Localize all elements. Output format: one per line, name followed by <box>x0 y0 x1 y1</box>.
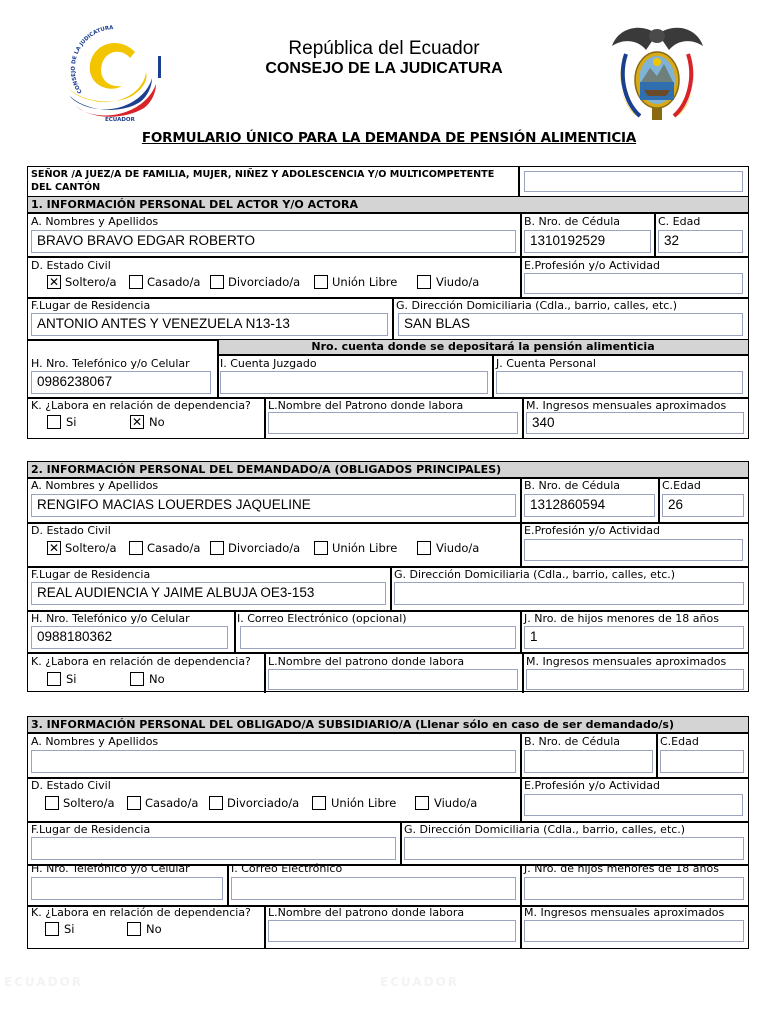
addressee-input[interactable] <box>524 171 743 192</box>
s3-dependency-no-checkbox[interactable] <box>127 922 141 936</box>
s1-residence-label: F.Lugar de Residencia <box>31 299 151 312</box>
addressee-label-line1: SEÑOR /A JUEZ/A DE FAMILIA, MUJER, NIÑEZ Y ADOLESCENCIA Y/O MULTICOMPETENTE <box>31 169 495 180</box>
s2-residence-input[interactable]: REAL AUDIENCIA Y JAIME ALBUJA OE3-153 <box>31 582 386 605</box>
s3-dependency-label: K. ¿Labora en relación de dependencia? <box>31 906 251 919</box>
s2-dependency-si-checkbox[interactable] <box>47 672 61 686</box>
s1-civil-soltero-checkbox[interactable]: ✕ <box>48 275 60 289</box>
s1-residence-input[interactable]: ANTONIO ANTES Y VENEZUELA N13-13 <box>31 313 388 336</box>
s2-address-label: G. Dirección Domiciliaria (Cdla., barrio, calles, etc.) <box>394 568 676 581</box>
s2-civil-casado-checkbox[interactable] <box>129 541 143 555</box>
s1-dependency-no-checkbox[interactable]: ✕ <box>131 415 143 429</box>
s1-civil-casado-label: Casado/a <box>147 275 201 289</box>
s3-children-label: J. Nro. de hijos menores de 18 años <box>524 862 719 875</box>
s3-income-input[interactable] <box>524 920 744 942</box>
s3-id-label: B. Nro. de Cédula <box>524 735 621 748</box>
s3-civil-soltero-label: Soltero/a <box>63 796 115 810</box>
s3-dependency-no-label: No <box>146 922 162 936</box>
s1-civil-viudo-checkbox[interactable] <box>417 275 431 289</box>
s3-civil-soltero-checkbox[interactable] <box>45 796 59 810</box>
s3-age-input[interactable] <box>660 750 744 773</box>
section-actor <box>27 166 749 439</box>
logo-ecuador-text: ECUADOR <box>105 117 135 122</box>
watermark-text: ECUADOR <box>380 975 460 989</box>
s2-civil-viudo-label: Viudo/a <box>436 541 480 555</box>
section1-title: 1. INFORMACIÓN PERSONAL DEL ACTOR Y/O ACTORA <box>31 198 358 211</box>
s2-dependency-label: K. ¿Labora en relación de dependencia? <box>31 655 251 668</box>
s1-phone-label: H. Nro. Telefónico y/o Celular <box>31 357 190 370</box>
s2-name-input[interactable]: RENGIFO MACIAS LOUERDES JAQUELINE <box>31 494 516 517</box>
s1-court-account-input[interactable] <box>220 371 488 394</box>
s2-employer-label: L.Nombre del patrono donde labora <box>268 655 465 668</box>
s2-civil-divorciado-checkbox[interactable] <box>210 541 224 555</box>
s1-name-label: A. Nombres y Apellidos <box>31 215 159 228</box>
s1-dependency-si-label: Si <box>66 415 77 429</box>
s2-dependency-no-checkbox[interactable] <box>130 672 144 686</box>
s1-civil-soltero-label: Soltero/a <box>65 275 117 289</box>
s2-id-input[interactable]: 1312860594 <box>524 494 655 517</box>
s3-profession-label: E.Profesión y/o Actividad <box>524 779 660 792</box>
s2-phone-label: H. Nro. Telefónico y/o Celular <box>31 612 190 625</box>
s3-id-input[interactable] <box>524 750 653 773</box>
s2-id-label: B. Nro. de Cédula <box>524 479 621 492</box>
s1-court-account-label: I. Cuenta Juzgado <box>220 357 317 370</box>
s1-civil-union-label: Unión Libre <box>332 275 398 289</box>
s3-age-label: C.Edad <box>660 735 699 748</box>
s3-civil-casado-checkbox[interactable] <box>127 796 141 810</box>
s3-name-input[interactable] <box>31 750 516 773</box>
section-subsidiary <box>27 716 749 949</box>
s1-id-label: B. Nro. de Cédula <box>524 215 621 228</box>
s2-civil-union-checkbox[interactable] <box>314 541 328 555</box>
s3-income-label: M. Ingresos mensuales aproximados <box>524 906 725 919</box>
s3-civil-union-checkbox[interactable] <box>312 796 326 810</box>
s1-age-input[interactable]: 32 <box>658 230 743 253</box>
s2-residence-label: F.Lugar de Residencia <box>31 568 151 581</box>
s1-dependency-no-label: No <box>149 415 165 429</box>
s1-personal-account-input[interactable] <box>496 371 743 394</box>
s1-name-input[interactable]: BRAVO BRAVO EDGAR ROBERTO <box>31 230 516 253</box>
s2-employer-input[interactable] <box>268 669 518 690</box>
s1-civil-divorciado-checkbox[interactable] <box>210 275 224 289</box>
s3-civil-casado-label: Casado/a <box>145 796 199 810</box>
s2-income-input[interactable] <box>526 669 744 690</box>
s1-civil-label: D. Estado Civil <box>31 259 111 272</box>
s1-personal-account-label: J. Cuenta Personal <box>496 357 596 370</box>
s3-employer-label: L.Nombre del patrono donde labora <box>268 906 465 919</box>
s1-income-label: M. Ingresos mensuales aproximados <box>526 399 727 412</box>
s3-residence-input[interactable] <box>31 837 396 860</box>
s1-dependency-si-checkbox[interactable] <box>47 415 61 429</box>
country-heading: República del Ecuador <box>288 38 480 59</box>
s1-civil-casado-checkbox[interactable] <box>129 275 143 289</box>
s3-email-label: I. Correo Electrónico <box>231 862 343 875</box>
s2-civil-soltero-label: Soltero/a <box>65 541 117 555</box>
s1-account-header: Nro. cuenta donde se depositará la pensión alimenticia <box>311 340 655 353</box>
s2-civil-union-label: Unión Libre <box>332 541 398 555</box>
section3-title: 3. INFORMACIÓN PERSONAL DEL OBLIGADO/A SUBSIDIARIO/A (Llenar sólo en caso de ser demandado/s) <box>31 718 674 731</box>
s2-civil-label: D. Estado Civil <box>31 524 111 537</box>
section-respondent <box>27 461 749 692</box>
s3-address-input[interactable] <box>404 837 744 860</box>
s2-phone-input[interactable]: 0988180362 <box>31 626 228 649</box>
section2-title: 2. INFORMACIÓN PERSONAL DEL DEMANDADO/A (OBLIGADOS PRINCIPALES) <box>31 463 502 476</box>
s3-email-input[interactable] <box>231 877 516 900</box>
s3-phone-input[interactable] <box>31 877 223 900</box>
logo-arc-text: CONSEJO DE LA JUDICATURA <box>70 24 114 95</box>
s2-profession-input[interactable] <box>524 539 743 561</box>
addressee-label-line2: DEL CANTÓN <box>31 182 101 193</box>
s3-civil-union-label: Unión Libre <box>331 796 397 810</box>
s2-civil-viudo-checkbox[interactable] <box>417 541 431 555</box>
s2-email-input[interactable] <box>240 626 516 649</box>
s2-address-input[interactable] <box>394 582 744 605</box>
s1-income-input[interactable]: 340 <box>526 412 744 434</box>
s2-dependency-no-label: No <box>149 672 165 686</box>
s3-residence-label: F.Lugar de Residencia <box>31 823 151 836</box>
s1-civil-divorciado-label: Divorciado/a <box>228 275 301 289</box>
s1-civil-union-checkbox[interactable] <box>314 275 328 289</box>
s3-dependency-si-label: Si <box>64 922 75 936</box>
s1-id-input[interactable]: 1310192529 <box>524 230 651 253</box>
s3-address-label: G. Dirección Domiciliaria (Cdla., barrio, calles, etc.) <box>404 823 686 836</box>
s1-address-label: G. Dirección Domiciliaria (Cdla., barrio, calles, etc.) <box>396 299 678 312</box>
s2-children-input[interactable]: 1 <box>524 626 744 649</box>
s1-profession-input[interactable] <box>524 273 743 294</box>
s2-civil-soltero-checkbox[interactable]: ✕ <box>48 541 60 555</box>
s2-profession-label: E.Profesión y/o Actividad <box>524 524 660 537</box>
s3-civil-viudo-label: Viudo/a <box>434 796 478 810</box>
s3-employer-input[interactable] <box>268 920 516 942</box>
s3-civil-label: D. Estado Civil <box>31 779 111 792</box>
s3-children-input[interactable] <box>524 877 744 900</box>
s3-civil-divorciado-label: Divorciado/a <box>227 796 300 810</box>
s2-age-label: C.Edad <box>662 479 701 492</box>
s1-civil-viudo-label: Viudo/a <box>436 275 480 289</box>
s3-dependency-si-checkbox[interactable] <box>45 922 59 936</box>
s2-email-label: I. Correo Electrónico (opcional) <box>237 612 407 625</box>
s1-profession-label: E.Profesión y/o Actividad <box>524 259 660 272</box>
watermark-text: ECUADOR <box>4 975 84 989</box>
s3-name-label: A. Nombres y Apellidos <box>31 735 159 748</box>
s2-civil-casado-label: Casado/a <box>147 541 201 555</box>
s2-dependency-si-label: Si <box>66 672 77 686</box>
s1-age-label: C. Edad <box>658 215 701 228</box>
s2-age-input[interactable]: 26 <box>662 494 744 517</box>
s2-children-label: J. Nro. de hijos menores de 18 años <box>524 612 719 625</box>
s3-civil-divorciado-checkbox[interactable] <box>209 796 223 810</box>
s3-profession-input[interactable] <box>524 794 743 816</box>
s3-phone-label: H. Nro. Telefónico y/o Celular <box>31 862 190 875</box>
s2-civil-divorciado-label: Divorciado/a <box>228 541 301 555</box>
s1-employer-label: L.Nombre del Patrono donde labora <box>268 399 464 412</box>
s2-name-label: A. Nombres y Apellidos <box>31 479 159 492</box>
s3-civil-viudo-checkbox[interactable] <box>415 796 429 810</box>
s1-address-input[interactable]: SAN BLAS <box>398 313 743 336</box>
s1-phone-input[interactable]: 0986238067 <box>31 371 211 394</box>
s2-income-label: M. Ingresos mensuales aproximados <box>526 655 727 668</box>
s1-employer-input[interactable] <box>268 412 518 434</box>
form-title: FORMULARIO ÚNICO PARA LA DEMANDA DE PENSIÓN ALIMENTICIA <box>141 130 637 146</box>
s1-dependency-label: K. ¿Labora en relación de dependencia? <box>31 399 251 412</box>
institution-heading: CONSEJO DE LA JUDICATURA <box>265 60 503 77</box>
